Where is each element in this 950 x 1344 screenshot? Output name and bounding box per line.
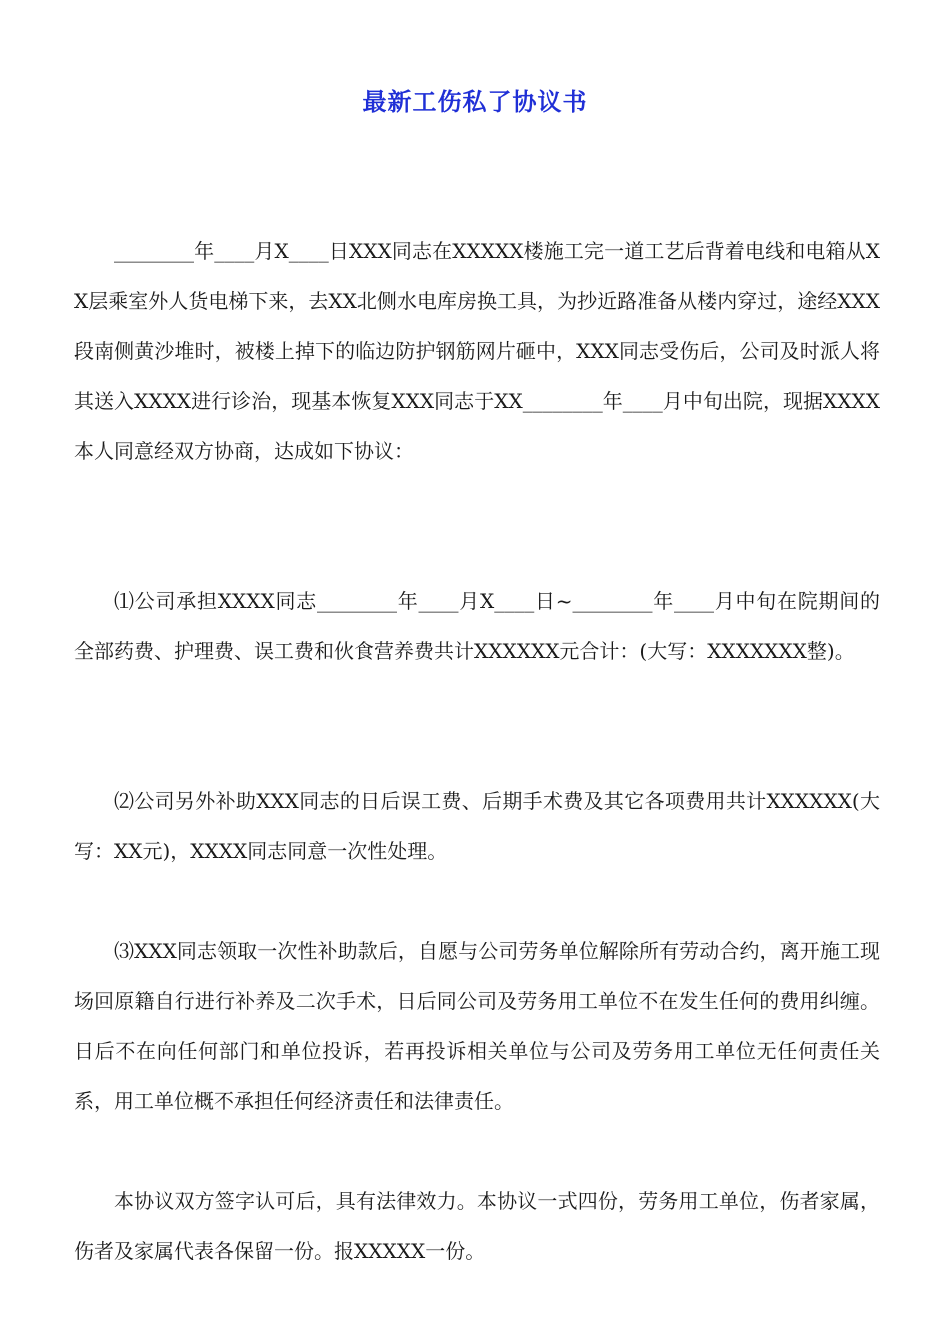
paragraph-clause-2: ⑵公司另外补助XXX同志的日后误工费、后期手术费及其它各项费用共计XXXXXX(大写：XX元)，XXXX同志同意一次性处理。 <box>74 789 880 863</box>
paragraph-clause-3: ⑶XXX同志领取一次性补助款后，自愿与公司劳务单位解除所有劳动合约，离开施工现场回原籍自行进行补养及二次手术，日后同公司及劳务用工单位不在发生任何的费用纠缠。日后不在向任何部门和单位投诉，若再投诉相关单位与公司及劳务用工单位无任何责任关系，用工单位概不承担任何经济责任和法律责任。 <box>74 939 880 1113</box>
paragraph-incident: ________年____月X____日XXX同志在XXXXX楼施工完一道工艺后背着电线和电箱从XX层乘室外人货电梯下来，去XX北侧水电库房换工具，为抄近路准备从楼内穿过，途经XXX段南侧黄沙堆时，被楼上掉下的临边防护钢筋网片砸中，XXX同志受伤后，公司及时派人将其送入XXXX进行诊治，现基本恢复XXX同志于XX________年____月中旬出院，现据XXXX本人同意经双方协商，达成如下协议： <box>74 239 880 463</box>
paragraph-clause-1: ⑴公司承担XXXX同志________年____月X____日~________年____月中旬在院期间的全部药费、护理费、误工费和伙食营养费共计XXXXXX元合计：(大写：XXXXXXX整)。 <box>74 589 880 663</box>
paragraph-validity: 本协议双方签字认可后，具有法律效力。本协议一式四份，劳务用工单位，伤者家属，伤者及家属代表各保留一份。报XXXXX一份。 <box>74 1189 880 1263</box>
document-title: 最新工伤私了协议书 <box>362 88 588 116</box>
